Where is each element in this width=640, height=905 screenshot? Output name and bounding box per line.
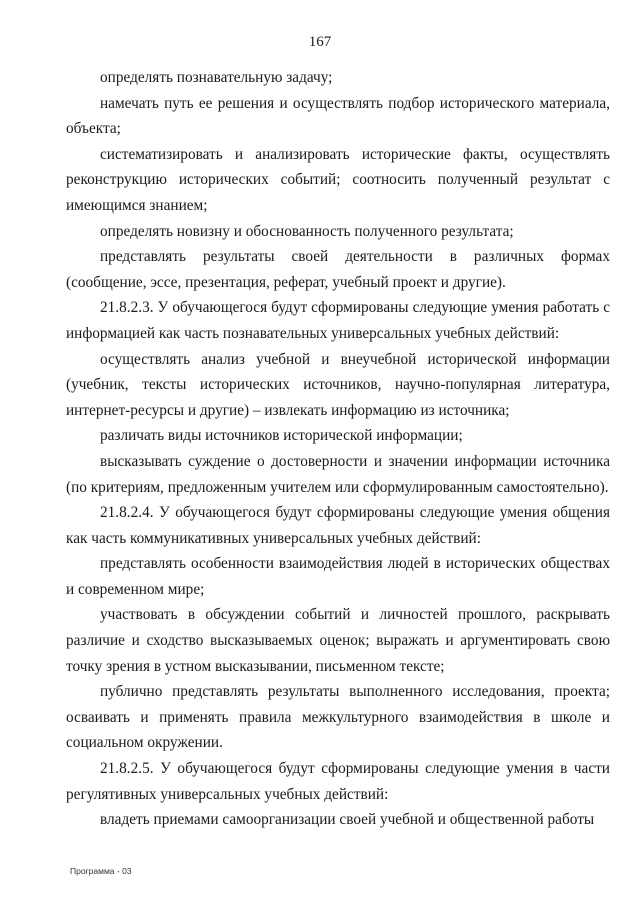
section-paragraph: 21.8.2.3. У обучающегося будут сформированы следующие умения работать с информацией как часть познавательных универсальных учебных действий: [66,299,610,342]
body-text [66,65,610,833]
section-paragraph: 21.8.2.5. У обучающегося будут сформированы следующие умения в части регулятивных универсальных учебных действий: [66,760,610,803]
paragraph: определять новизну и обоснованность полученного результата; [100,222,514,240]
section-paragraph: 21.8.2.4. У обучающегося будут сформированы следующие умения общения как часть коммуникативных универсальных учебных действий: [66,504,610,547]
footer-note: Программа - 03 [70,866,132,876]
paragraph: владеть приемами самоорганизации своей учебной и общественной работы [100,811,595,829]
paragraph: осуществлять анализ учебной и внеучебной исторической информации (учебник, тексты исторических источников, научно-популярная литература, интернет-ресурсы и другие) – извлекать информацию из источника; [66,350,610,419]
paragraph: участвовать в обсуждении событий и личностей прошлого, раскрывать различие и сходство высказываемых оценок; выражать и аргументировать свою точку зрения в устном высказывании, письменном тексте; [66,606,610,675]
paragraph: представлять результаты своей деятельности в различных формах (сообщение, эссе, презентация, реферат, учебный проект и другие). [66,248,610,291]
paragraph: систематизировать и анализировать исторические факты, осуществлять реконструкцию исторических событий; соотносить полученный результат с имеющимся знанием; [66,145,610,214]
paragraph: представлять особенности взаимодействия людей в исторических обществах и современном мире; [66,555,610,598]
paragraph: намечать путь ее решения и осуществлять подбор исторического материала, объекта; [66,94,610,138]
paragraph: публично представлять результаты выполненного исследования, проекта; осваивать и применять правила межкультурного взаимодействия в школе и социальном окружении. [66,683,610,752]
paragraph: определять познавательную задачу; [100,69,333,86]
paragraph: различать виды источников исторической информации; [100,427,463,445]
page-number: 167 [308,34,332,50]
paragraph: высказывать суждение о достоверности и значении информации источника (по критериям, предложенным учителем или сформулированным самостоятельно). [66,452,610,496]
